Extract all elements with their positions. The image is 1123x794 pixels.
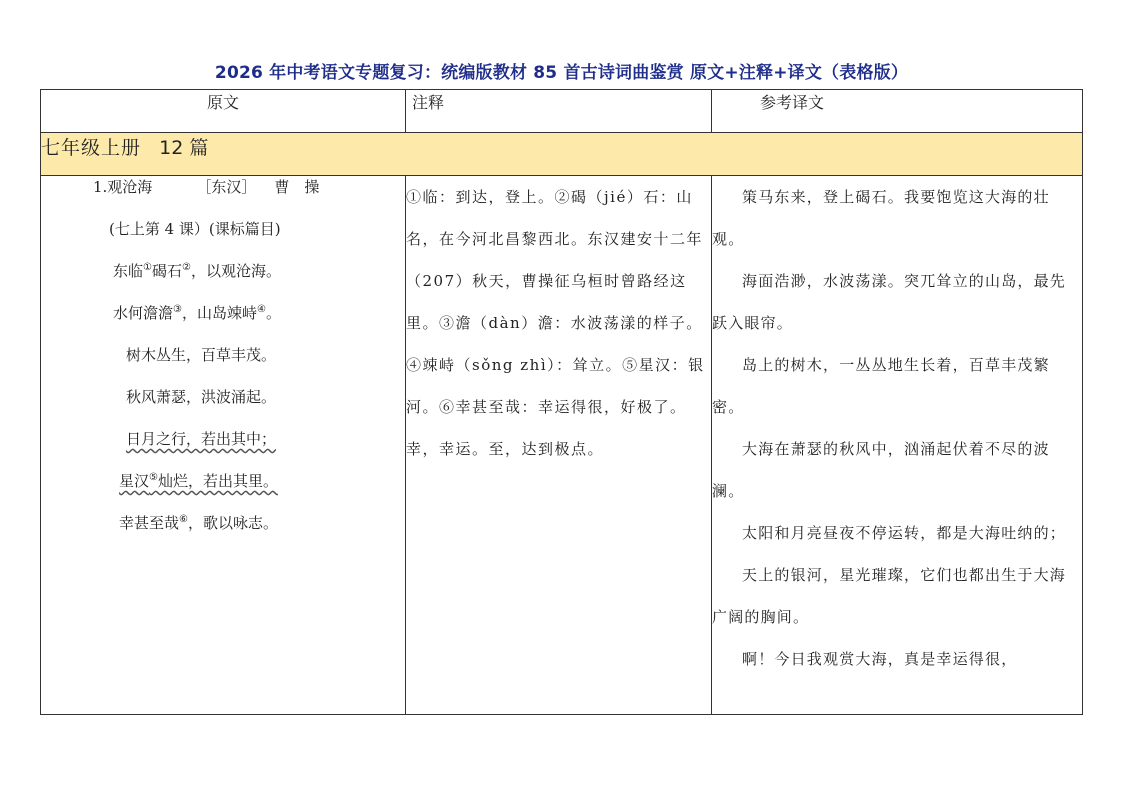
poem-line: 日月之行，若出其中； [126, 430, 277, 448]
poem-table [40, 89, 1083, 715]
header-notes: 注释 [406, 90, 712, 133]
poem-source: (七上第 4 课）(课标篇目) [109, 220, 281, 238]
poem-line: 幸甚至哉⑥，歌以咏志。 [119, 514, 278, 532]
poem-title: 1.观沧海 [93, 178, 153, 196]
translation-paragraph: 天上的银河，星光璀璨，它们也都出生于大海广阔的胸间。 [712, 566, 1067, 626]
poem-line: 星汉⑤灿烂，若出其里。 [119, 472, 278, 490]
header-original: 原文 [41, 90, 406, 133]
header-translation: 参考译文 [712, 90, 1083, 133]
original-cell [41, 176, 406, 715]
table-header-row [41, 90, 1083, 133]
poem-line: 东临①碣石②，以观沧海。 [113, 262, 281, 280]
translation-paragraph: 策马东来，登上碣石。我要饱览这大海的壮观。 [712, 188, 1050, 248]
translation-cell [712, 176, 1083, 715]
section-count: 12 篇 [159, 137, 209, 159]
translation-paragraph: 啊！今日我观赏大海，真是幸运得很， [742, 650, 1018, 668]
poem-heading [41, 176, 405, 218]
translation-paragraph: 海面浩渺，水波荡漾。突兀耸立的山岛，最先跃入眼帘。 [712, 272, 1067, 332]
section-row [41, 133, 1083, 176]
section-label: 七年级上册 12 篇 [41, 133, 1083, 176]
poem-line: 水何澹澹③，山岛竦峙④。 [113, 304, 281, 322]
document-title: 2026 年中考语文专题复习：统编版教材 85 首古诗词曲鉴赏 原文+注释+译文（表格版） [214, 63, 909, 83]
translation-paragraph: 岛上的树木，一丛丛地生长着，百草丰茂繁密。 [712, 356, 1050, 416]
notes-cell: ①临：到达，登上。②碣（jié）石：山名，在今河北昌黎西北。东汉建安十二年（207）秋天，曹操征乌桓时曾路经这里。③澹（dàn）澹：水波荡漾的样子。④竦峙（sǒng zhì）：耸立。⑤星汉：银河。⑥幸甚至哉：幸运得很，好极了。幸，幸运。至，达到极点。 [406, 176, 712, 715]
poem-dynasty: ［东汉］ [196, 178, 257, 196]
poem-line: 树木丛生，百草丰茂。 [126, 346, 277, 364]
translation-paragraph: 太阳和月亮昼夜不停运转，都是大海吐纳的； [742, 524, 1067, 542]
translation-paragraph: 大海在萧瑟的秋风中，汹涌起伏着不尽的波澜。 [712, 440, 1050, 500]
poem-author: 曹 操 [274, 178, 320, 196]
poem-row [41, 176, 1083, 715]
poem-line: 秋风萧瑟，洪波涌起。 [126, 388, 277, 406]
